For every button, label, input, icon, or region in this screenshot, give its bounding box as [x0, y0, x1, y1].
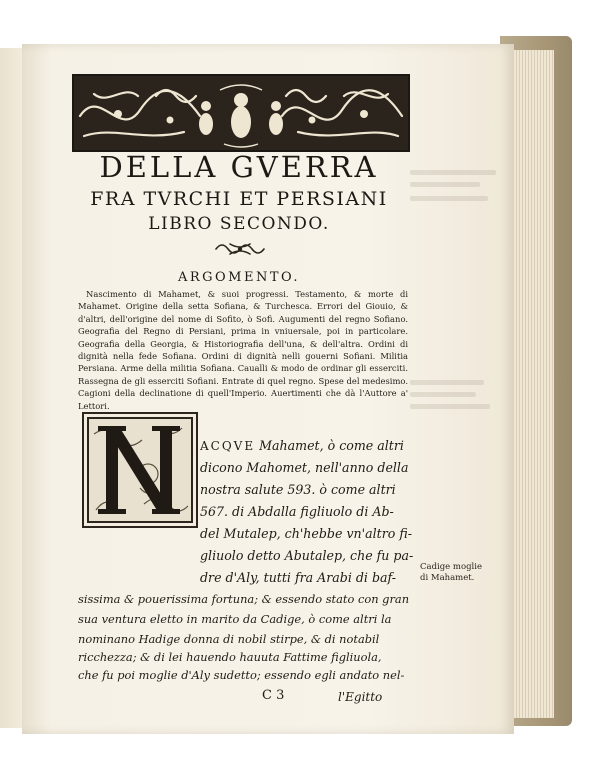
margin-note: Cadige moglie di Mahamet.: [420, 562, 482, 583]
bleed-through: [410, 392, 476, 397]
body-line: nominano Hadige donna di nobil stirpe, & di notabil: [78, 632, 380, 646]
drop-cap-initial-n: [82, 412, 198, 528]
body-line: dicono Mahomet, nell'anno della: [200, 460, 409, 475]
body-line: ricchezza; & di lei hauendo hauuta Fattime figliuola,: [78, 650, 382, 664]
bleed-through: [410, 170, 496, 175]
body-line: Mahamet, ò come altri: [259, 438, 404, 453]
fleuron-ornament: [212, 240, 268, 258]
title-line-1: DELLA GVERRA: [99, 150, 379, 184]
catchword: l'Egitto: [338, 690, 383, 704]
bleed-through: [410, 196, 488, 201]
page-stack: [508, 50, 554, 718]
body-line: del Mutalep, ch'hebbe vn'altro fi-: [200, 526, 412, 541]
bleed-through: [410, 182, 480, 187]
body-line: sua ventura eletto in marito da Cadige, ò come altri la: [78, 612, 392, 626]
title-line-3: LIBRO SECONDO.: [148, 214, 330, 234]
title-line-2: FRA TVRCHI ET PERSIANI: [90, 188, 388, 210]
body-line: sissima & pouerissima fortuna; & essendo stato con gran: [78, 592, 410, 606]
opening-words: ACQVE: [200, 439, 256, 453]
body-line: che fu poi moglie d'Aly sudetto; essendo egli andato nel-: [78, 668, 405, 682]
body-line: 567. di Abdalla figliuolo di Ab-: [200, 504, 394, 519]
argomento-summary: Nascimento di Mahamet, & suoi progressi. Testamento, & morte di Mahamet. Origine della setta Sofiana, & Turchesca. Errori del Giouio, & d'altri, dell'origine del nome di Sofito, ò Sofi. Augumenti del regno Sofiano. Geografia del Regno di Persiani, prima in vniuersale, poi in particolare. Geografia della Georgia, & Historiografia dell'una, & dell'altra. Ordini di dignità nella fede Sofiana. Ordini di dignità nelli gouerni Sofiani. Militia Persiana. Arme della militia Sofiana. Caualli & modo de ordinar gli esserciti. Rassegna de gli esserciti Sofiani. Entrate di quel regno. Spese del medesimo. Cagioni della declinatione di quell'Imperio. Auertimenti che dà l'Auttore a' Lettori.: [78, 289, 408, 411]
headpiece-ornament: [72, 74, 410, 152]
argomento-heading: ARGOMENTO.: [177, 270, 301, 285]
signature-mark: C 3: [262, 688, 285, 703]
bleed-through: [410, 380, 484, 385]
body-line: nostra salute 593. ò come altri: [200, 482, 396, 497]
bleed-through: [410, 404, 490, 409]
body-line: gliuolo detto Abutalep, che fu pa-: [200, 548, 414, 563]
body-line: dre d'Aly, tutti fra Arabi di baf-: [200, 570, 396, 585]
